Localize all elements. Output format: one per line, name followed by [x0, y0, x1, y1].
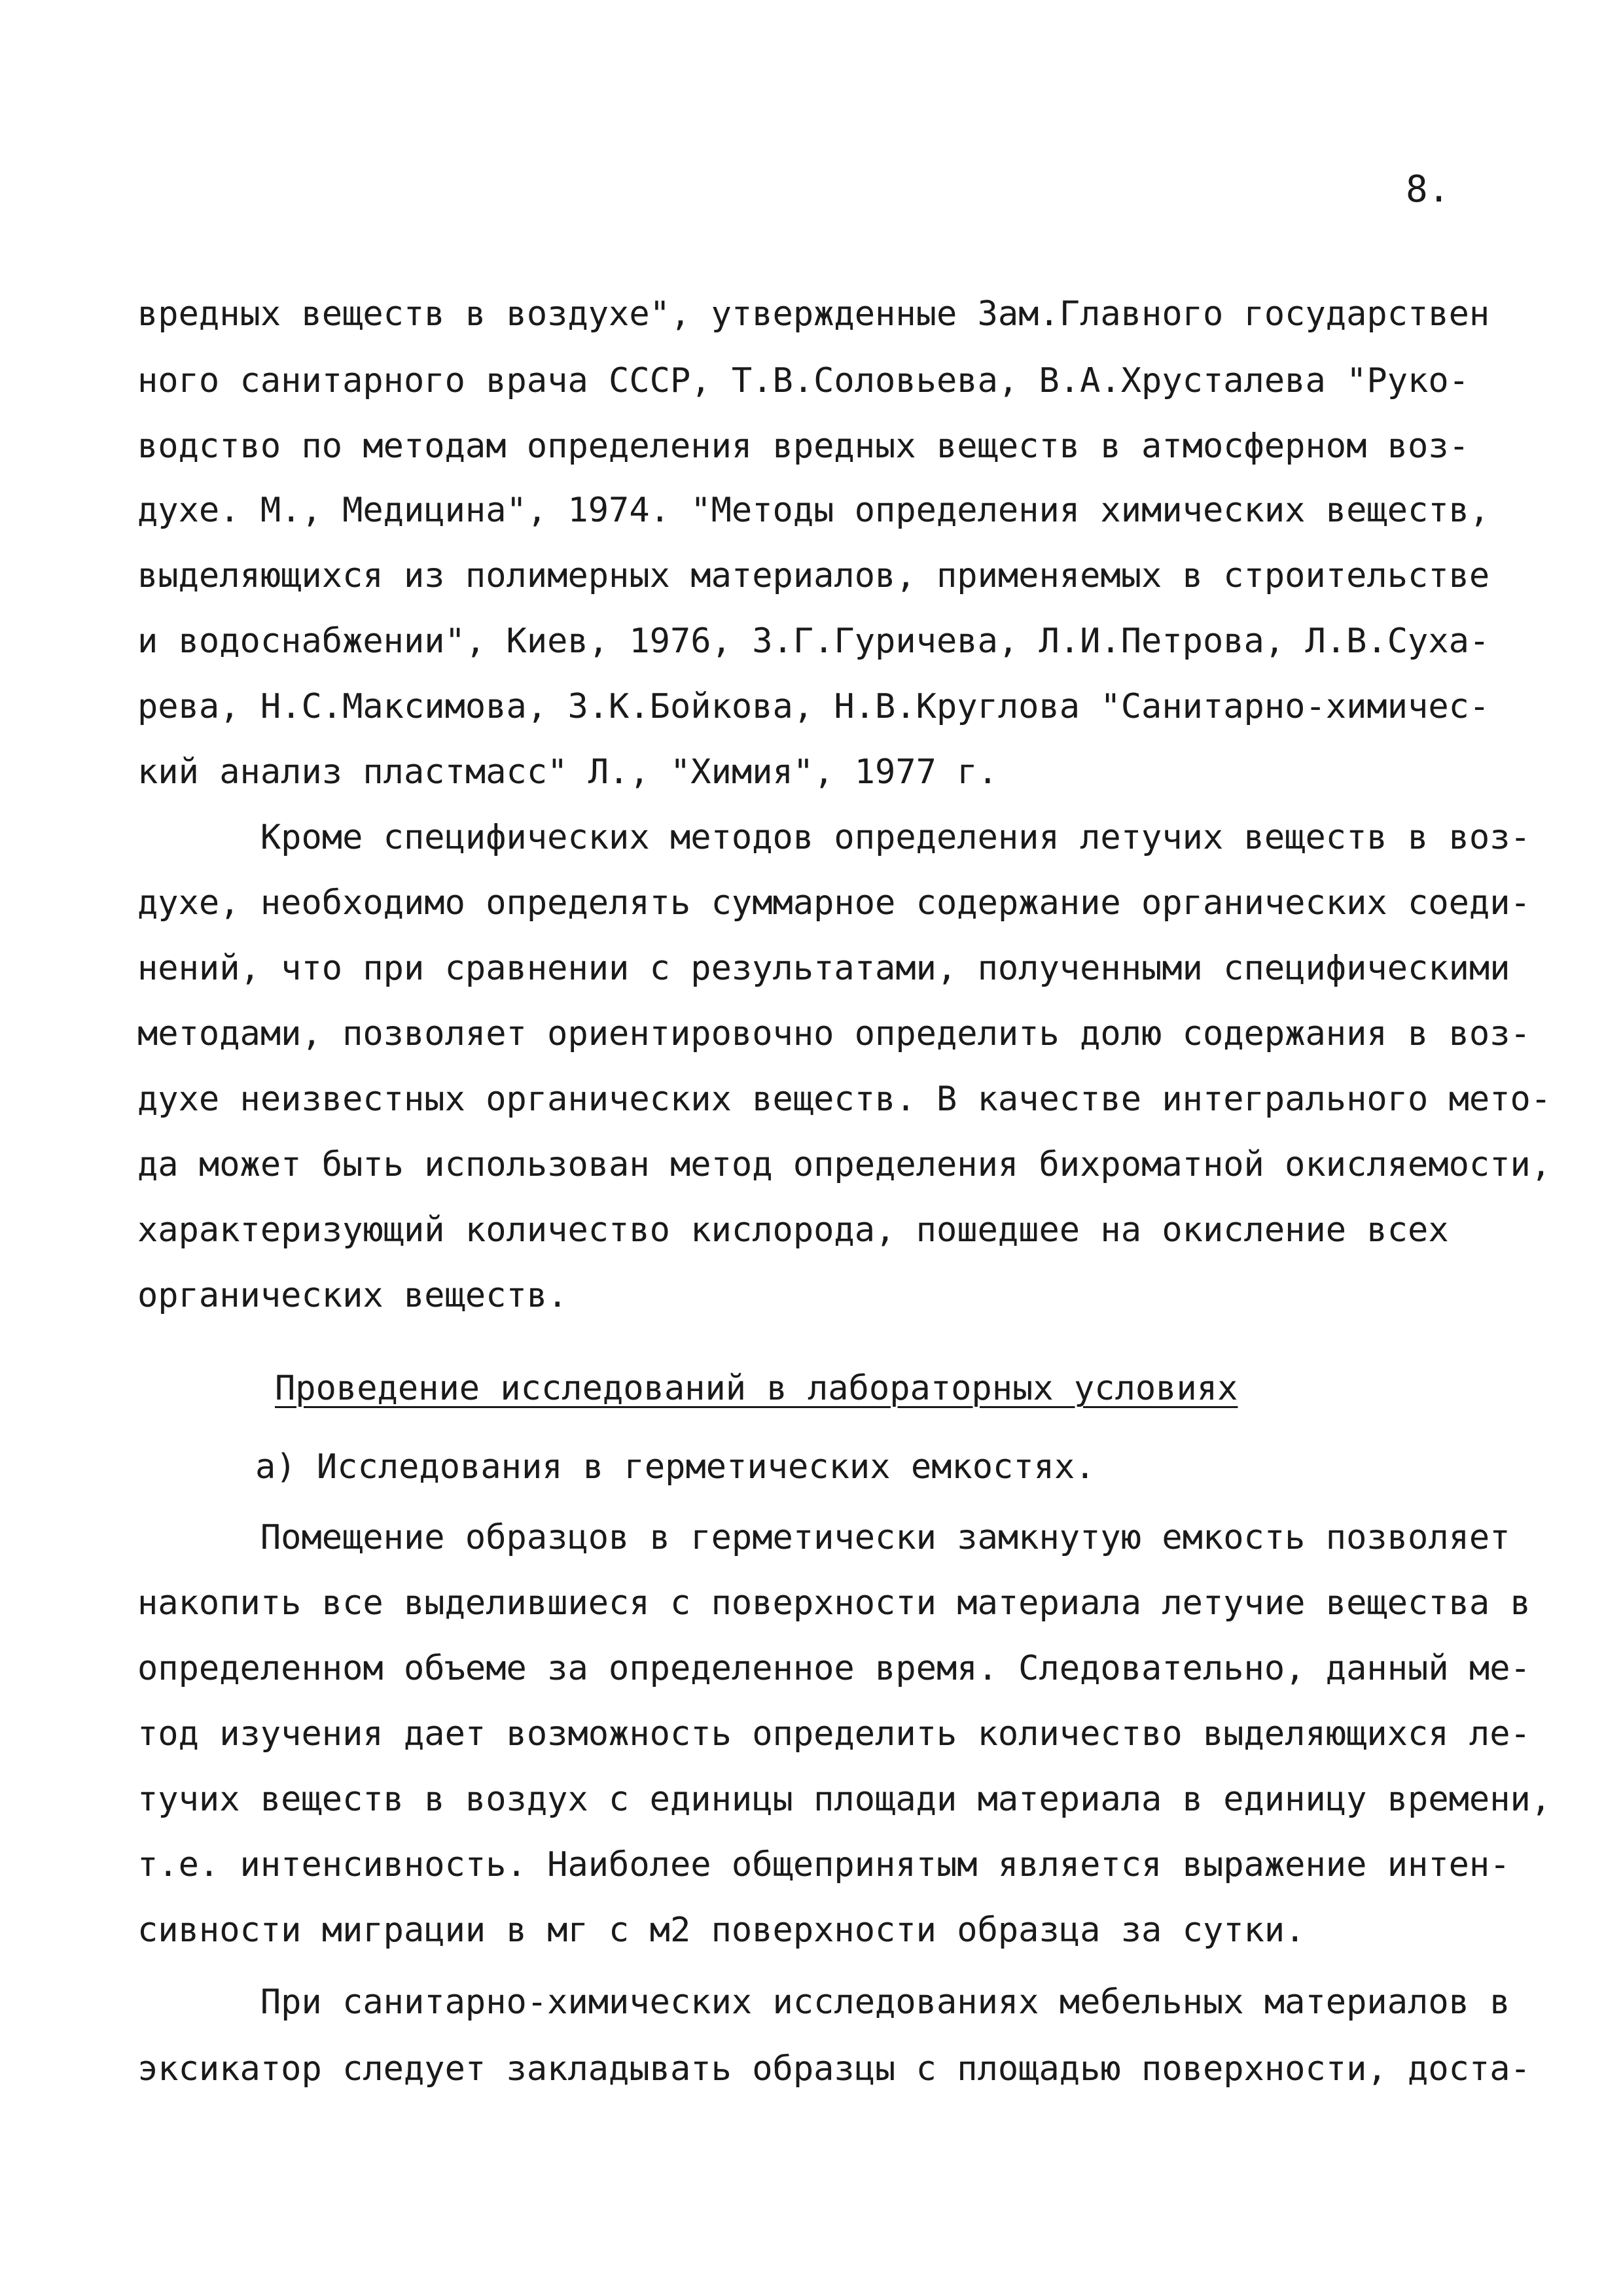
- text-line: ного санитарного врача СССР, Т.В.Соловьева, В.А.Хрусталева "Руко-: [137, 361, 1469, 400]
- text-line: духе. М., Медицина", 1974. "Методы определения химических веществ,: [137, 491, 1490, 530]
- text-line: накопить все выделившиеся с поверхности материала летучие вещества в: [137, 1583, 1531, 1623]
- text-line: т.е. интенсивность. Наиболее общепринятым является выражение интен-: [137, 1845, 1510, 1884]
- page-number: 8.: [1406, 168, 1450, 211]
- text-line: кий анализ пластмасс" Л., "Химия", 1977 г.: [137, 752, 998, 792]
- text-line: тучих веществ в воздух с единицы площади материала в единицу времени,: [137, 1780, 1552, 1819]
- text-line: органических веществ.: [137, 1276, 568, 1315]
- text-line: и водоснабжении", Киев, 1976, З.Г.Гуричева, Л.И.Петрова, Л.В.Суха-: [137, 622, 1490, 661]
- text-line: сивности миграции в мг с м2 поверхности образца за сутки.: [137, 1911, 1306, 1950]
- text-line: характеризующий количество кислорода, пошедшее на окисление всех: [137, 1210, 1449, 1250]
- text-line: При санитарно-химических исследованиях мебельных материалов в: [137, 1983, 1510, 2022]
- text-line: вредных веществ в воздухе", утвержденные Зам.Главного государствен: [137, 294, 1490, 334]
- text-line: методами, позволяет ориентировочно определить долю содержания в воз-: [137, 1014, 1531, 1053]
- section-heading: Проведение исследований в лабораторных условиях: [275, 1369, 1238, 1408]
- text-line: нений, что при сравнении с результатами, полученными специфическими: [137, 949, 1510, 988]
- text-line: Помещение образцов в герметически замкнутую емкость позволяет: [137, 1518, 1510, 1557]
- text-line: водство по методам определения вредных веществ в атмосферном воз-: [137, 427, 1469, 466]
- text-line: определенном объеме за определенное время. Следовательно, данный ме-: [137, 1649, 1531, 1688]
- text-line: рева, Н.С.Максимова, З.К.Бойкова, Н.В.Круглова "Санитарно-химичес-: [137, 687, 1490, 726]
- text-line: духе, необходимо определять суммарное содержание органических соеди-: [137, 883, 1531, 923]
- text-line: эксикатор следует закладывать образцы с площадью поверхности, доста-: [137, 2049, 1531, 2089]
- text-line: Кроме специфических методов определения летучих веществ в воз-: [137, 818, 1531, 857]
- text-line: выделяющихся из полимерных материалов, применяемых в строительстве: [137, 556, 1490, 595]
- text-line: тод изучения дает возможность определить количество выделяющихся ле-: [137, 1714, 1531, 1754]
- text-line: да может быть использован метод определения бихроматной окисляемости,: [137, 1145, 1552, 1184]
- text-line: духе неизвестных органических веществ. В качестве интегрального мето-: [137, 1080, 1552, 1119]
- subsection-heading: а) Исследования в герметических емкостях.: [255, 1447, 1096, 1487]
